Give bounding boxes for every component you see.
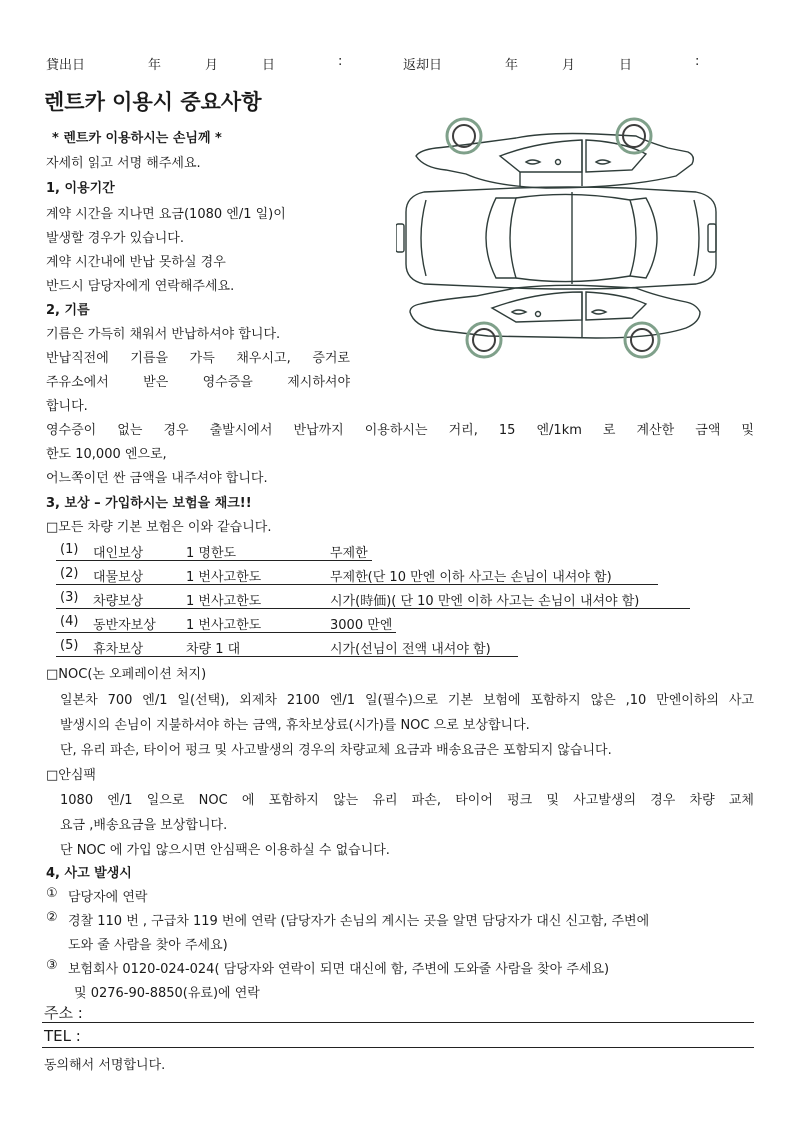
- accident-item-text: 경찰 110 번 , 구급차 119 번에 연락 (담당자가 손님의 계시는 곳을 알면 담당자가 대신 신고함, 주변에: [68, 914, 650, 929]
- accident-item-text: 담당자에 연락: [68, 890, 148, 905]
- insurance-row-limit: 차량 1 대: [186, 642, 241, 657]
- address-label: 주소 :: [44, 1004, 83, 1022]
- tel-label: TEL :: [44, 1027, 81, 1045]
- insurance-row-limit: 1 번사고한도: [186, 570, 262, 585]
- section1-heading: 1, 이용기간: [46, 181, 115, 196]
- consent-statement: 동의해서 서명합니다.: [44, 1058, 166, 1073]
- accident-item-marker: ②: [46, 910, 58, 925]
- accident-item-marker: ③: [46, 958, 58, 973]
- section1-line: 반드시 담당자에게 연락해주세요.: [46, 279, 235, 294]
- section2-heading: 2, 기름: [46, 303, 90, 318]
- insurance-row-limit: 1 번사고한도: [186, 618, 262, 633]
- accident-item-text: 도와 줄 사람을 찾아 주세요): [68, 938, 228, 953]
- insurance-row-number: (5): [60, 638, 79, 653]
- section1-line: 발생할 경우가 있습니다.: [46, 231, 184, 246]
- insurance-row-number: (4): [60, 614, 79, 629]
- insurance-row-limit: 1 번사고한도: [186, 594, 262, 609]
- noc-heading: □NOC(논 오페레이션 처지): [46, 667, 207, 682]
- noc-line: 일본차 700 엔/1 일(선택), 외제차 2100 엔/1 일(필수)으로 기본 보험에 포함하지 않은 ,10 만엔이하의 사고: [60, 693, 754, 708]
- tel-field-line[interactable]: [42, 1047, 754, 1048]
- insurance-row-number: (2): [60, 566, 79, 581]
- section1-line: 계약 시간을 지나면 요금(1080 엔/1 일)이: [46, 207, 286, 222]
- insurance-row-name: 휴차보상: [93, 642, 144, 657]
- section3-heading: 3, 보상 – 가입하시는 보험을 채크!!: [46, 496, 252, 511]
- row-underline: [56, 632, 396, 633]
- rental-month-label: 月: [205, 58, 219, 73]
- page-title: 렌트카 이용시 중요사항: [44, 90, 262, 114]
- section2-line: 한도 10,000 엔으로,: [46, 447, 167, 462]
- return-date-label: 返却日: [403, 58, 443, 73]
- insurance-row-amount: 시가(時価)( 단 10 만엔 이하 사고는 손님이 내셔야 함): [330, 594, 640, 609]
- car-top-view: [396, 187, 716, 289]
- section2-line: 영수증이 없는 경우 출발시에서 반납까지 이용하시는 거리, 15 엔/1km 로 계산한 금액 및: [46, 423, 754, 438]
- section1-line: 계약 시간내에 반납 못하실 경우: [46, 255, 226, 270]
- insurance-row-limit: 1 명한도: [186, 546, 237, 561]
- return-time-colon: :: [695, 54, 700, 69]
- accident-item-text: 보험회사 0120-024-024( 담당자와 연락이 되면 대신에 함, 주변에 도와줄 사람을 찾아 주세요): [68, 962, 610, 977]
- safety-pack-line: 단 NOC 에 가입 않으시면 안심팩은 이용하실 수 없습니다.: [60, 843, 390, 858]
- insurance-row-name: 차량보상: [93, 594, 144, 609]
- return-year-label: 年: [505, 58, 519, 73]
- section2-line: 합니다.: [46, 399, 88, 414]
- insurance-row-number: (3): [60, 590, 79, 605]
- safety-pack-line: 1080 엔/1 일으로 NOC 에 포함하지 않는 유리 파손, 타이어 펑크 및 사고발생의 경우 차량 교체: [60, 793, 754, 808]
- insurance-row-name: 동반자보상: [93, 618, 156, 633]
- car-side-view-left: [416, 119, 693, 188]
- insurance-row-number: (1): [60, 542, 79, 557]
- car-outline-drawing: [396, 112, 728, 364]
- safety-pack-heading: □안심팩: [46, 768, 96, 783]
- return-month-label: 月: [562, 58, 576, 73]
- intro-request: 자세히 읽고 서명 해주세요.: [46, 156, 201, 171]
- section2-line: 주유소에서 받은 영수증을 제시하셔야: [46, 375, 350, 390]
- insurance-row-amount: 무제한(단 10 만엔 이하 사고는 손님이 내셔야 함): [330, 570, 612, 585]
- rental-day-label: 日: [262, 58, 276, 73]
- insurance-row-name: 대물보상: [93, 570, 144, 585]
- row-underline: [56, 584, 658, 585]
- rental-date-label: 貸出日: [46, 58, 86, 73]
- car-damage-diagram: [396, 112, 728, 364]
- address-field-line[interactable]: [42, 1022, 754, 1023]
- noc-line: 단, 유리 파손, 타이어 펑크 및 사고발생의 경우의 차량교체 요금과 배송요금은 포함되지 않습니다.: [60, 743, 612, 758]
- rental-year-label: 年: [148, 58, 162, 73]
- insurance-row-amount: 시가(선님이 전액 내셔야 함): [330, 642, 491, 657]
- section4-heading: 4, 사고 발생시: [46, 866, 132, 881]
- insurance-row-amount: 무제한: [330, 546, 368, 561]
- accident-item-marker: ①: [46, 886, 58, 901]
- return-day-label: 日: [619, 58, 633, 73]
- car-side-view-right: [410, 285, 700, 357]
- rental-time-colon: :: [338, 54, 343, 69]
- section2-line: 반납직전에 기름을 가득 채우시고, 증거로: [46, 351, 350, 366]
- section2-line: 어느쪽이던 싼 금액을 내주셔야 합니다.: [46, 471, 268, 486]
- insurance-row-amount: 3000 만엔: [330, 618, 393, 633]
- row-underline: [56, 560, 372, 561]
- section2-line: 기름은 가득히 채워서 반납하셔야 합니다.: [46, 327, 281, 342]
- noc-line: 발생시의 손님이 지불하셔야 하는 금액, 휴차보상료(시가)를 NOC 으로 보상합니다.: [60, 718, 530, 733]
- accident-item-text: 및 0276-90-8850(유료)에 연락: [74, 986, 260, 1001]
- row-underline: [56, 608, 690, 609]
- row-underline: [56, 656, 518, 657]
- safety-pack-line: 요금 ,배송요금을 보상합니다.: [60, 818, 228, 833]
- intro-greeting: * 렌트카 이용하시는 손님께 *: [52, 131, 222, 146]
- insurance-row-name: 대인보상: [93, 546, 144, 561]
- basic-insurance-intro: □모든 차량 기본 보험은 이와 같습니다.: [46, 520, 272, 535]
